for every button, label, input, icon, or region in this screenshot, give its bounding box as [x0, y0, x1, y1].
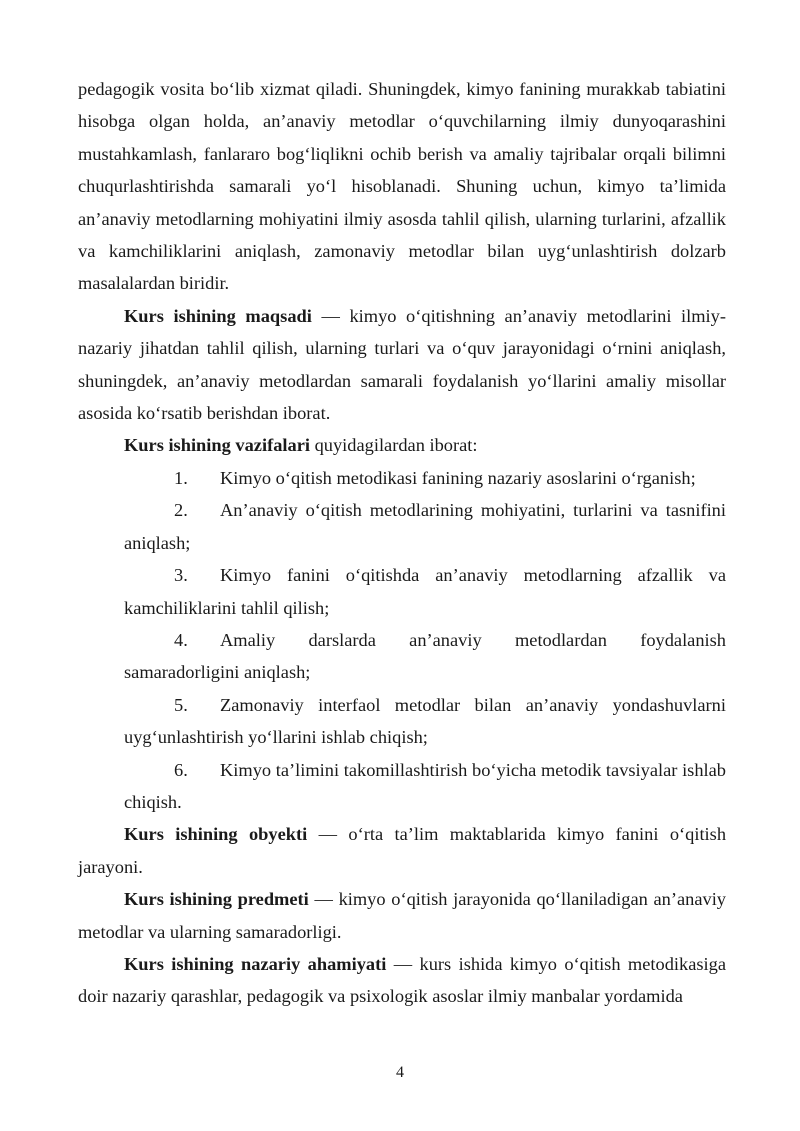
task-item	[78, 754, 726, 819]
tasks-text: quyidagilardan iborat:	[309, 435, 478, 456]
task-item	[78, 559, 726, 624]
task-item	[78, 462, 726, 494]
task-text: Amaliy darslarda an’anaviy metodlardan foydalanish samaradorligini aniqlash;	[124, 629, 726, 683]
intro-paragraph: pedagogik vosita bo‘lib xizmat qiladi. Shuningdek, kimyo fanining murakkab tabiatini hisobga olgan holda, an’anaviy metodlar o‘quvchilarning ilmiy dunyoqarashini mustahkamlash, fanlararo bog‘liqlikni ochib berish va amaliy tajribalar orqali bilimni chuqurlashtirishda samarali yo‘l hisoblanadi. Shuning uchun, kimyo ta’limida an’anaviy metodlarning mohiyatini ilmiy asosda tahlil qilish, ularning turlarini, afzallik va kamchiliklarini aniqlash, zamonaviy metodlar bilan uyg‘unlashtirish dolzarb masalalardan biridir.	[78, 79, 726, 294]
task-text: Kimyo fanini o‘qitishda an’anaviy metodlarning afzallik va kamchiliklarini tahlil qilish;	[124, 565, 726, 618]
object-paragraph	[78, 818, 726, 883]
object-text: — o‘rta ta’lim maktablarida kimyo fanini o‘qitish jarayoni.	[78, 824, 727, 877]
task-text: Kimyo ta’limini takomillashtirish bo‘yicha metodik tavsiyalar ishlab chiqish.	[124, 759, 726, 812]
task-text: An’anaviy o‘qitish metodlarining mohiyatini, turlarini va tasnifini aniqlash;	[124, 500, 726, 553]
task-number: 2.	[174, 500, 188, 521]
task-number: 5.	[174, 694, 188, 715]
subject-heading: Kurs ishining predmeti	[124, 889, 309, 910]
task-item	[78, 624, 726, 689]
task-item	[78, 494, 726, 559]
task-text: Zamonaviy interfaol metodlar bilan an’anaviy yondashuvlarni uyg‘unlashtirish yo‘llarini ishlab chiqish;	[124, 694, 726, 748]
body-text	[78, 73, 726, 1013]
tasks-paragraph	[78, 429, 726, 461]
significance-heading: Kurs ishining nazariy ahamiyati	[124, 953, 387, 974]
goal-text: — kimyo o‘qitishning an’anaviy metodlarini ilmiy-nazariy jihatdan tahlil qilish, ularning turlari va o‘quv jarayonidagi o‘rnini aniqlash, shuningdek, an’anaviy metodlardan samarali foydalanish yo‘llarini amaliy misollar asosida ko‘rsatib berishdan iborat.	[78, 305, 726, 424]
task-number: 1.	[174, 467, 188, 488]
subject-paragraph	[78, 883, 726, 948]
object-heading: Kurs ishining obyekti	[124, 824, 308, 845]
page-number: 4	[396, 1064, 404, 1081]
task-number: 3.	[174, 565, 188, 586]
goal-heading: Kurs ishining maqsadi	[124, 305, 312, 326]
task-text: Kimyo o‘qitish metodikasi fanining nazariy asoslarini o‘rganish;	[220, 467, 696, 488]
significance-paragraph	[78, 948, 726, 1013]
goal-paragraph	[78, 300, 726, 430]
significance-text: — kurs ishida kimyo o‘qitish metodikasiga doir nazariy qarashlar, pedagogik va psixologik asoslar ilmiy manbalar yordamida	[78, 953, 726, 1007]
subject-text: — kimyo o‘qitish jarayonida qo‘llaniladigan an’anaviy metodlar va ularning samaradorligi.	[78, 889, 726, 942]
task-item	[78, 689, 726, 754]
task-number: 6.	[174, 759, 188, 780]
tasks-heading: Kurs ishining vazifalari	[124, 435, 310, 456]
task-number: 4.	[174, 629, 188, 650]
